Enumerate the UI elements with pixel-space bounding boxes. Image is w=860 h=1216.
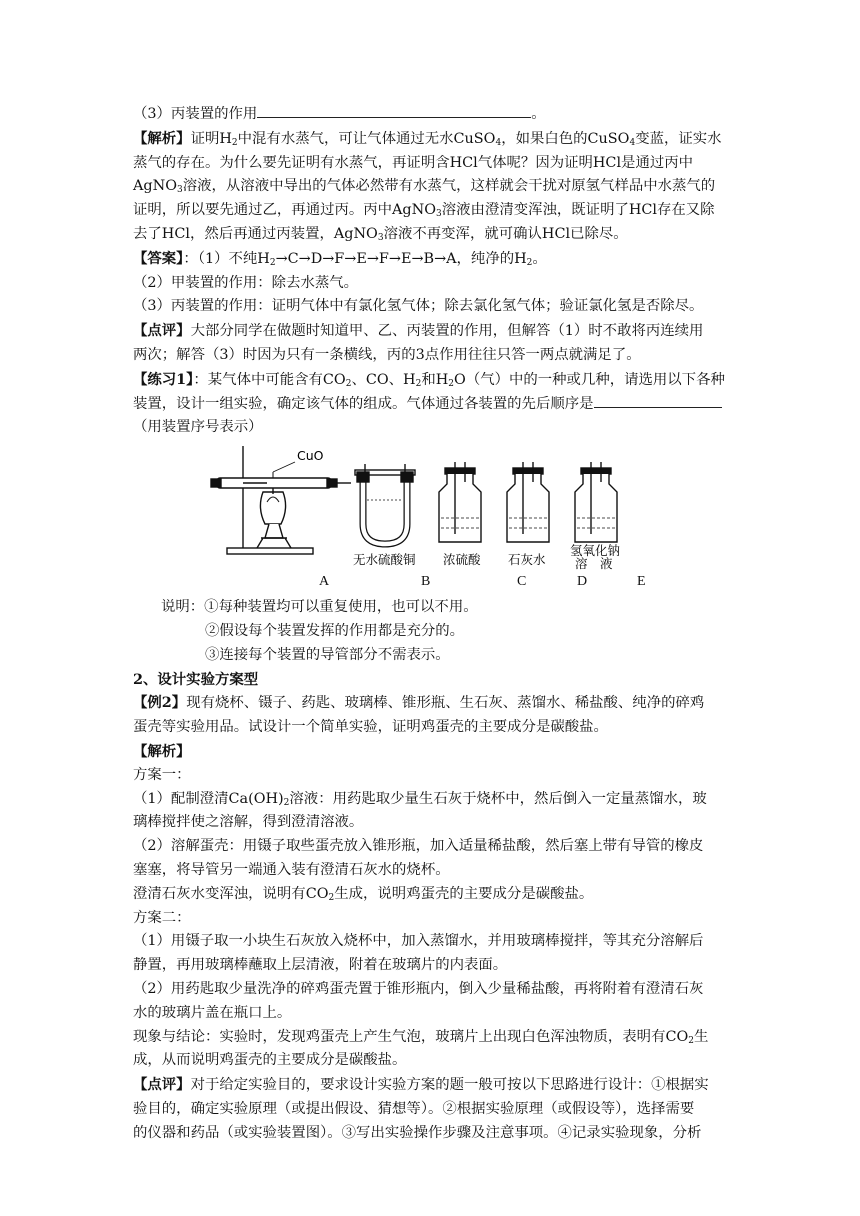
- letter-e: E: [637, 574, 646, 590]
- example-paragraph: 【例2】现有烧杯、镊子、药匙、玻璃棒、锥形瓶、生石灰、蒸馏水、稀盐酸、纯净的碎鸡: [133, 694, 705, 712]
- note-3: ③连接每个装置的导管部分不需表示。: [205, 646, 450, 663]
- apparatus-a-drawing: [211, 446, 351, 554]
- plan2-heading: 方案二：: [133, 909, 191, 926]
- analysis-tag: 【解析】: [133, 129, 191, 147]
- label-conc-h2so4: 浓硫酸: [443, 552, 481, 568]
- label-anhydrous-cuso4: 无水硫酸铜: [353, 552, 416, 568]
- apparatus-d-drawing: [507, 462, 549, 542]
- apparatus-drawing: [207, 442, 667, 570]
- plan1-heading: 方案一：: [133, 766, 191, 783]
- letter-d: D: [577, 574, 588, 590]
- review-tag: 【点评】: [133, 322, 191, 340]
- note-1: 说明：①每种装置均可以重复使用，也可以不用。: [161, 599, 478, 616]
- apparatus-b-drawing: [355, 464, 415, 544]
- letter-b: B: [421, 574, 431, 590]
- document-body: （3）丙装置的作用 。 【解析】证明$H_2$中混有水蒸气，可让气体通过无水CuSO$_4$，如果白色的CuSO$_4$变蓝，证实水 蒸气的存在。为什么要先证明有水蒸气，再证明含HCl气体呢？因为证明HCl是通过丙中 AgNO$_3$溶液，从溶液中导出的气体必然带有水蒸气，这样就会干扰对原氢气样品中水蒸气的 证明，所以要先通过乙，再通过丙。丙中AgNO$_3$溶液由澄清变浑浊，既证明了HCl存在又除 去了HCl，然后再通过丙装置，AgNO$_3$溶液不再变浑，就可确认HCl已除尽。 【答案】：（1）不纯$H_2\to C\to D\to F\to E\to F\to E\to B\to A$，纯净的$H_2$。 （2）甲装置的作用：除去水蒸气。 （3）丙装置的作用：证明气体中有氯化氢气体；除去氯化氢气体；验证氯化氢是否除尽。 【点评】大部分同学在做题时知道甲、乙、丙装置的作用，但解答（1）时不敢将丙连续用 两次；解答（3）时因为只有一条横线，丙的3点作用往往只答一两点就满足了。 【练习1】：某气体中可能含有$CO_2$、CO、$H_2$和$H_2O$（气）中的一种或几种，请选用以下各种 装置，设计一组实验，确定该气体的组成。气体通过各装置的先后顺序是 （用装置序号表示） CuO 无水硫酸铜 浓硫酸 石灰水 氢氧化钠 溶 液 A B C D E 说明：①每种装置均可以重复使用，也可以不用。 ②假设每个装置发挥的作用都是充分的。 ③连接每个装置的导管部分不需表示。 2、设计实验方案型 【例2】现有烧杯、镊子、药匙、玻璃棒、锥形瓶、生石灰、蒸馏水、稀盐酸、纯净的碎鸡 蛋壳等实验用品。试设计一个简单实验，证明鸡蛋壳的主要成分是碳酸盐。 【解析】 方案一： （1）配制澄清$Ca(OH)_2$溶液：用药匙取少量生石灰于烧杯中，然后倒入一定量蒸馏水，玻 璃棒搅拌使之溶解，得到澄清溶液。 （2）溶解蛋壳：用镊子取些蛋壳放入锥形瓶，加入适量稀盐酸，然后塞上带有导管的橡皮 塞塞，将导管另一端通入装有澄清石灰水的烧杯。 澄清石灰水变浑浊，说明有$CO_2$生成，说明鸡蛋壳的主要成分是碳酸盐。 方案二： （1）用镊子取一小块生石灰放入烧杯中，加入蒸馏水，并用玻璃棒搅拌，等其充分溶解后 静置，再用玻璃棒蘸取上层清液，附着在玻璃片的内表面。 （2）用药匙取少量洗净的碎鸡蛋壳置于锥形瓶内，倒入少量稀盐酸，再将附着有澄清石灰 水的玻璃片盖在瓶口上。 现象与结论：实验时，发现鸡蛋壳上产生气泡，玻璃片上出现白色浑浊物质，表明有$CO_2$生 成，从而说明鸡蛋壳的主要成分是碳酸盐。 【点评】对于给定实验目的，要求设计实验方案的题一般可按以下思路进行设计：①根据实 验目的，确定实验原理（或提出假设、猜想等）。②根据实验原理（或假设等），选择需要 的仪器和药品（或实验装置图）。③写出实验操作步骤及注意事项。④记录实验现象，分析: [133, 103, 733, 1145]
- example-tag: 【例2】: [133, 694, 187, 712]
- order-blank: [594, 393, 722, 408]
- answer-blank: [257, 103, 531, 118]
- label-solution: 溶 液: [575, 556, 613, 571]
- q3-line: （3）丙装置的作用 。: [133, 103, 733, 127]
- answer-paragraph: 【答案】：（1）不纯$H_2\to C\to D\to F\to E\to F\to E\to B\to A$，纯净的$H_2$。: [133, 249, 547, 268]
- practice-tag: 【练习1】: [133, 370, 194, 388]
- apparatus-letters: [133, 570, 733, 592]
- section-heading: 2、设计实验方案型: [133, 670, 259, 688]
- label-naoh: 氢氧化钠: [570, 543, 621, 559]
- apparatus-c-drawing: [439, 462, 481, 542]
- practice-paragraph: 【练习1】：某气体中可能含有$CO_2$、CO、$H_2$和$H_2O$（气）中的一种或几种，请选用以下各种: [133, 370, 725, 389]
- answer-tag: 【答案】: [133, 249, 184, 267]
- analysis-paragraph: 【解析】证明$H_2$中混有水蒸气，可让气体通过无水CuSO$_4$，如果白色的CuSO$_4$变蓝，证实水: [133, 129, 722, 148]
- cuo-label: CuO: [297, 448, 324, 464]
- letter-c: C: [517, 574, 527, 590]
- review2-paragraph: 【点评】对于给定实验目的，要求设计实验方案的题一般可按以下思路进行设计：①根据实: [133, 1076, 709, 1094]
- review2-tag: 【点评】: [133, 1076, 191, 1094]
- letter-a: A: [319, 574, 330, 590]
- apparatus-figure: [133, 442, 733, 594]
- note-2: ②假设每个装置发挥的作用都是充分的。: [205, 622, 465, 639]
- label-limewater: 石灰水: [508, 552, 546, 568]
- analysis2-tag: 【解析】: [133, 742, 191, 760]
- apparatus-e-drawing: [575, 462, 617, 542]
- review-paragraph: 【点评】大部分同学在做题时知道甲、乙、丙装置的作用，但解答（1）时不敢将丙连续用: [133, 322, 704, 340]
